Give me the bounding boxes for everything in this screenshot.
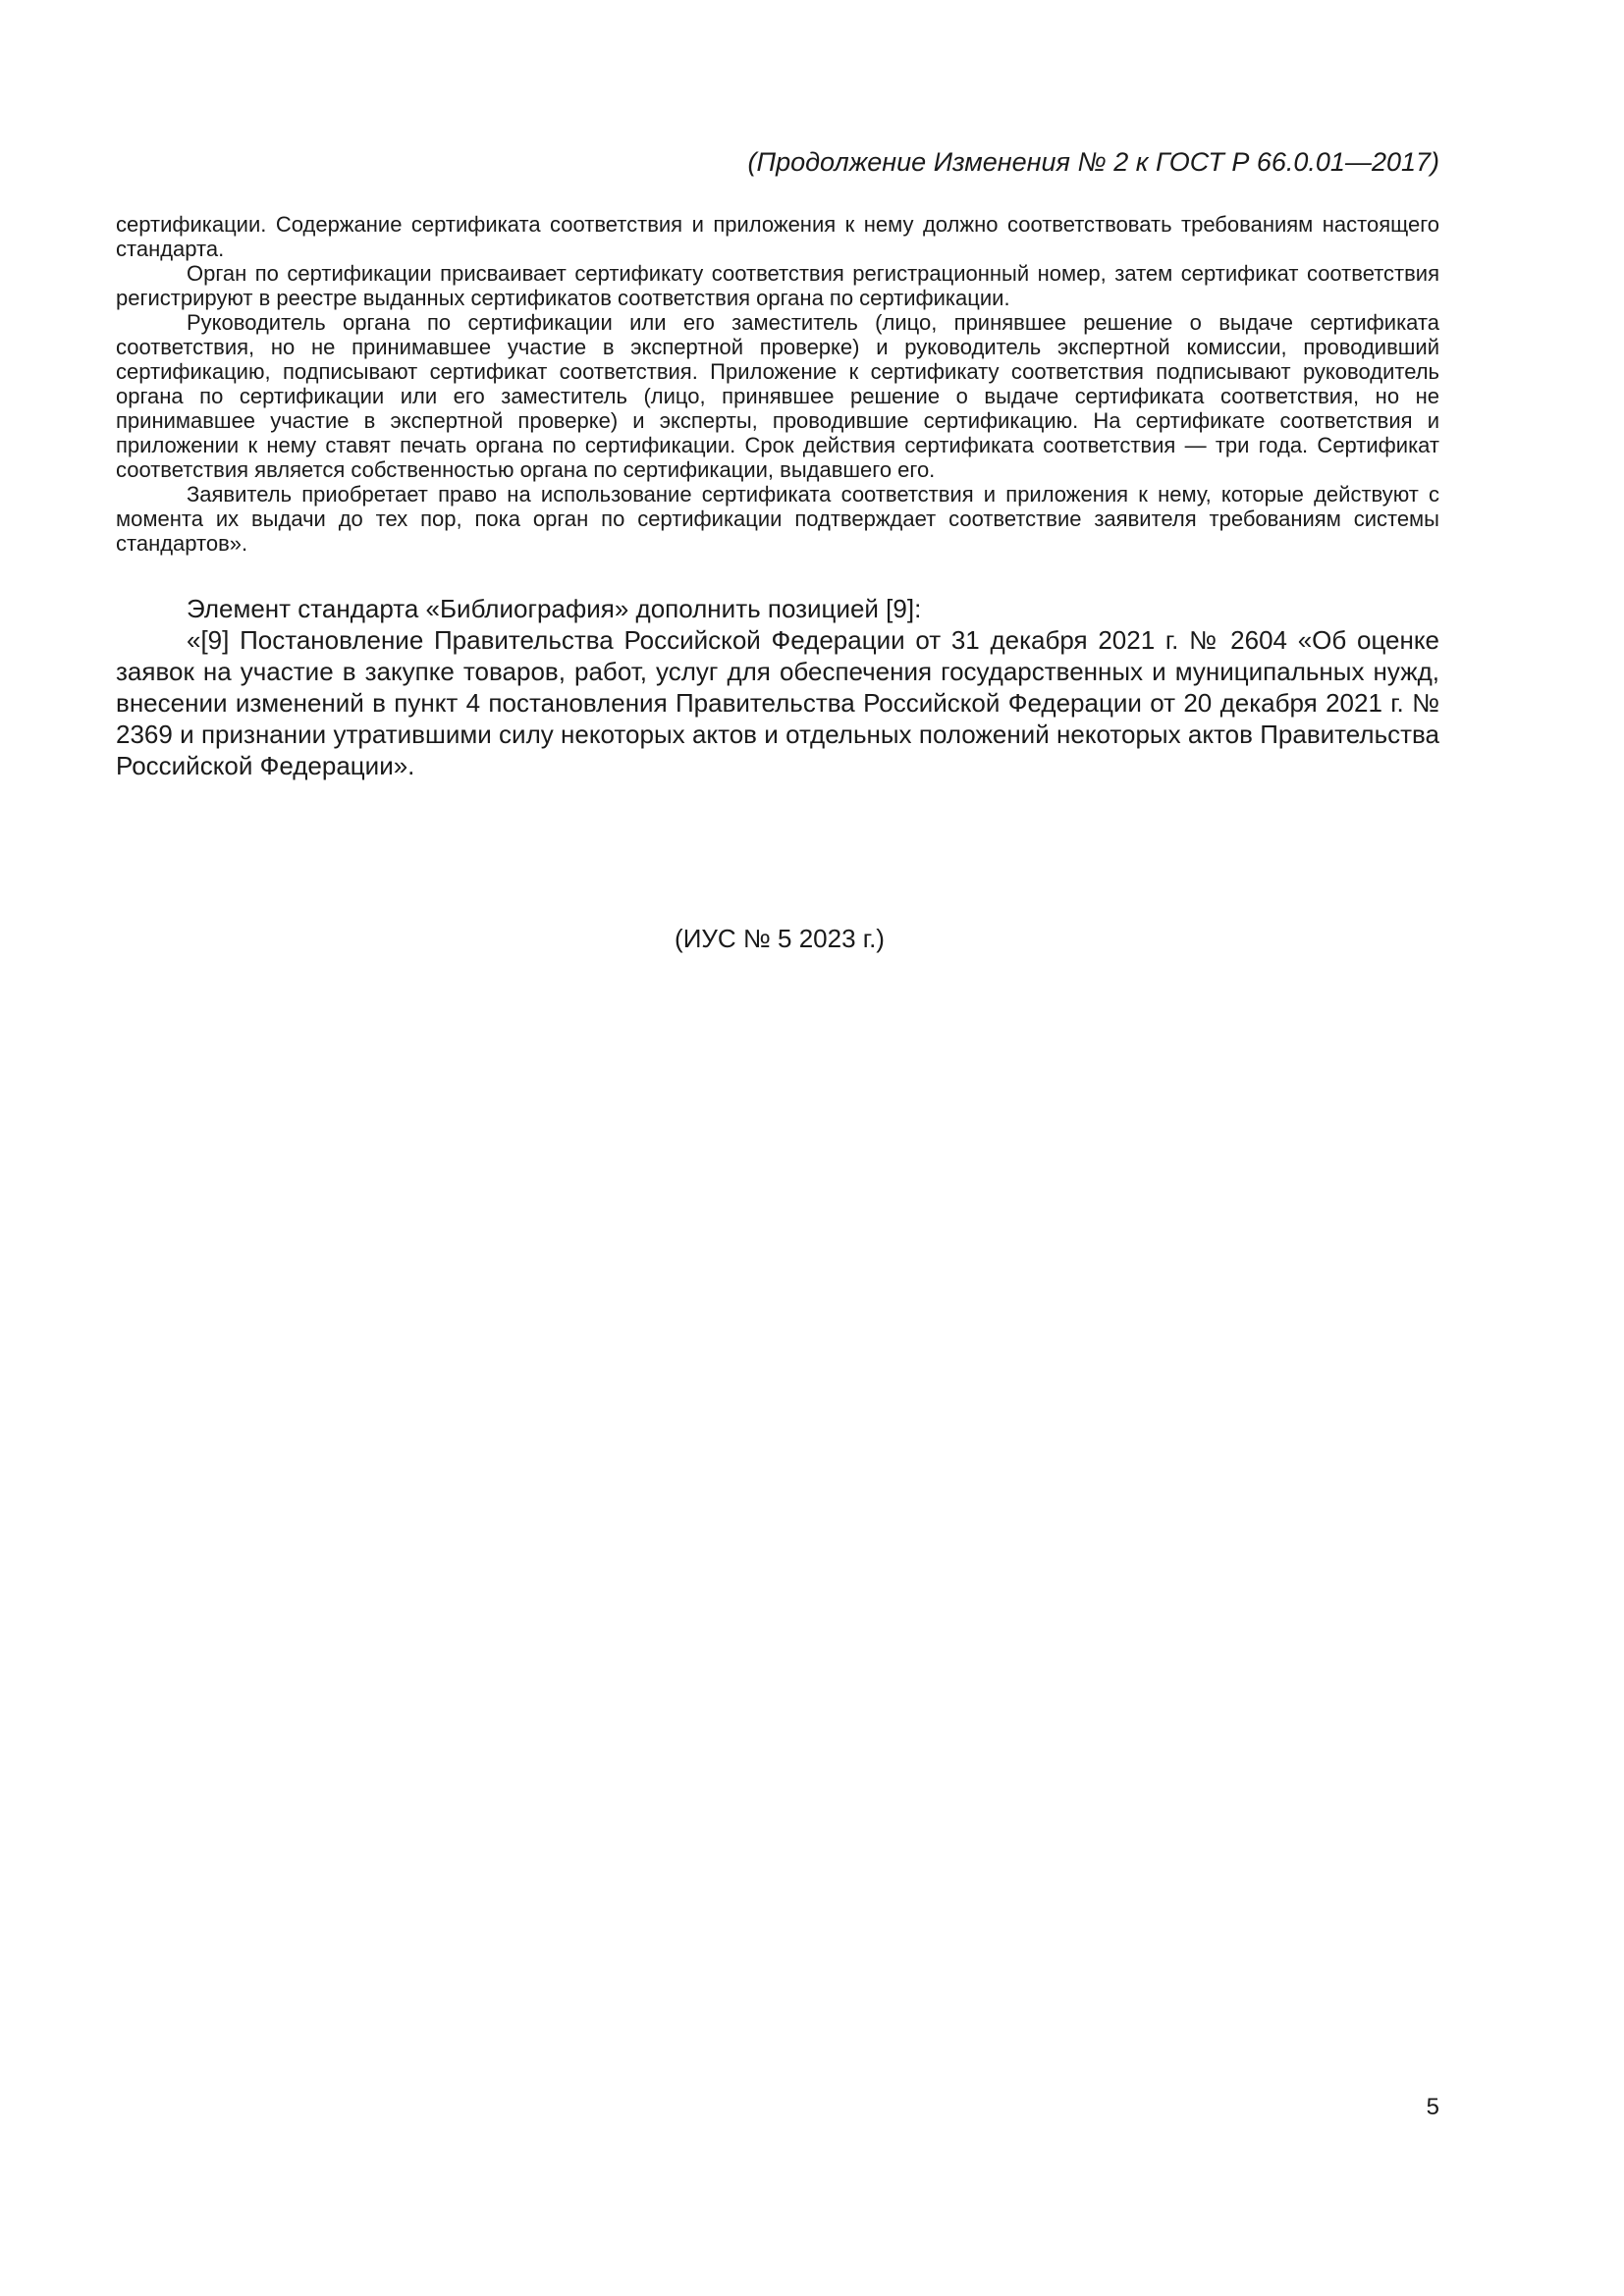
section-spacer — [116, 556, 1439, 593]
paragraph-registration: Орган по сертификации присваивает сертификату соответствия регистрационный номер, затем сертификат соответствия регистрируют в реестре выданных сертификатов соответствия органа по сертификации. — [116, 261, 1439, 310]
paragraph-continuation: сертификации. Содержание сертификата соответствия и приложения к нему должно соответствовать требованиям настоящего стандарта. — [116, 212, 1439, 261]
paragraph-applicant-rights: Заявитель приобретает право на использование сертификата соответствия и приложения к нему, которые действуют с момента их выдачи до тех пор, пока орган по сертификации подтверждает соответствие заявителя требованиям системы стандартов». — [116, 482, 1439, 556]
bibliography-entry: «[9] Постановление Правительства Российской Федерации от 31 декабря 2021 г. № 2604 «Об оценке заявок на участие в закупке товаров, работ, услуг для обеспечения государственных и муниципальных нужд, внесении изменений в пункт 4 постановления Правительства Российской Федерации от 20 декабря 2021 г. № 2369 и признании утратившими силу некоторых актов и отдельных положений некоторых актов Правительства Российской Федерации». — [116, 625, 1439, 780]
running-header: (Продолжение Изменения № 2 к ГОСТ Р 66.0.01—2017) — [747, 147, 1439, 177]
page-number: 5 — [1426, 2094, 1439, 2120]
paragraph-signatures: Руководитель органа по сертификации или его заместитель (лицо, принявшее решение о выдаче сертификата соответствия, но не принимавшее участие в экспертной проверке) и руководитель экспертной комиссии, проводивший сертификацию, подписывают сертификат соответствия. Приложение к сертификату соответствия подписывают руководитель органа по сертификации или его заместитель (лицо, принявшее решение о выдаче сертификата соответствия, но не принимавшее участие в экспертной проверке) и эксперты, проводившие сертификацию. На сертификате соответствия и приложении к нему ставят печать органа по сертификации. Срок действия сертификата соответствия — три года. Сертификат соответствия является собственностью органа по сертификации, выдавшего его. — [116, 310, 1439, 482]
bibliography-intro: Элемент стандарта «Библиография» дополнить позицией [9]: — [187, 594, 922, 623]
document-body — [116, 212, 1439, 781]
ius-note: (ИУС № 5 2023 г.) — [675, 924, 885, 953]
